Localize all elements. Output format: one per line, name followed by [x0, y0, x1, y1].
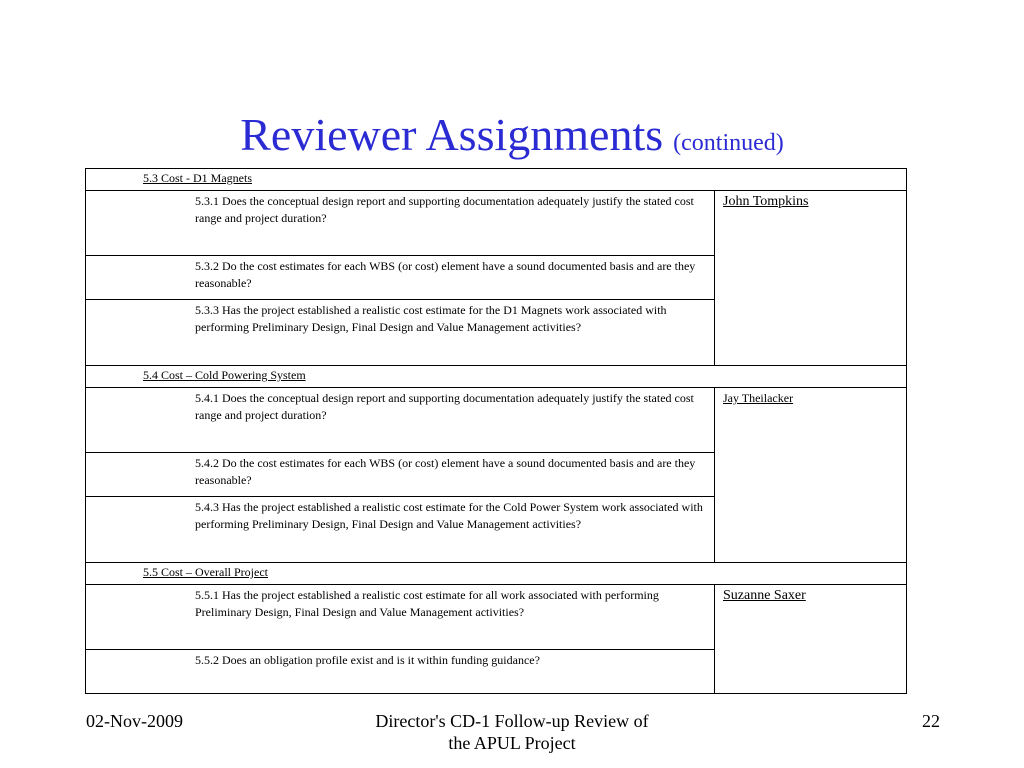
reviewer-cell [715, 585, 907, 694]
question-cell: 5.5.2 Does an obligation profile exist and is it within funding guidance? [86, 650, 715, 694]
question-row [86, 191, 907, 256]
question-row [86, 388, 907, 453]
footer-title [312, 710, 712, 754]
section-header-cell [86, 563, 907, 585]
question-cell: 5.4.2 Do the cost estimates for each WBS (or cost) element have a sound documented basis and are they reasonable? [86, 453, 715, 497]
slide-title-sub: (continued) [673, 130, 784, 156]
question-cell: 5.5.1 Has the project established a realistic cost estimate for all work associated with performing Preliminary Design, Final Design and Value Management activities? [86, 585, 715, 650]
reviewer-name[interactable]: Jay Theilacker [723, 391, 794, 405]
question-row [86, 585, 907, 650]
reviewer-cell [715, 191, 907, 366]
page-number: 22 [922, 711, 940, 731]
reviewer-assignments-table [85, 168, 907, 694]
question-cell: 5.3.2 Do the cost estimates for each WBS (or cost) element have a sound documented basis and are they reasonable? [86, 256, 715, 300]
slide-title [0, 108, 1024, 162]
reviewer-name[interactable]: John Tompkins [723, 194, 809, 209]
section-header-cell [86, 169, 907, 191]
question-cell: 5.3.3 Has the project established a realistic cost estimate for the D1 Magnets work associated with performing Preliminary Design, Final Design and Value Management activities? [86, 300, 715, 366]
section-label[interactable]: 5.5 Cost – Overall Project [143, 565, 268, 579]
question-cell: 5.4.3 Has the project established a realistic cost estimate for the Cold Power System work associated with performing Preliminary Design, Final Design and Value Management activities? [86, 497, 715, 563]
section-label[interactable]: 5.3 Cost - D1 Magnets [143, 171, 252, 185]
footer-title-line-2: the APUL Project [448, 733, 576, 753]
section-label[interactable]: 5.4 Cost – Cold Powering System [143, 368, 306, 382]
question-cell: 5.3.1 Does the conceptual design report and supporting documentation adequately justify the stated cost range and project duration? [86, 191, 715, 256]
footer-title-line-1: Director's CD-1 Follow-up Review of [375, 711, 649, 731]
question-cell: 5.4.1 Does the conceptual design report and supporting documentation adequately justify the stated cost range and project duration? [86, 388, 715, 453]
footer-date: 02-Nov-2009 [86, 711, 183, 731]
reviewer-name[interactable]: Suzanne Saxer [723, 588, 806, 603]
section-row [86, 169, 907, 191]
section-row [86, 563, 907, 585]
reviewer-cell [715, 388, 907, 563]
section-row [86, 366, 907, 388]
section-header-cell [86, 366, 907, 388]
slide-title-main: Reviewer Assignments [240, 109, 664, 160]
